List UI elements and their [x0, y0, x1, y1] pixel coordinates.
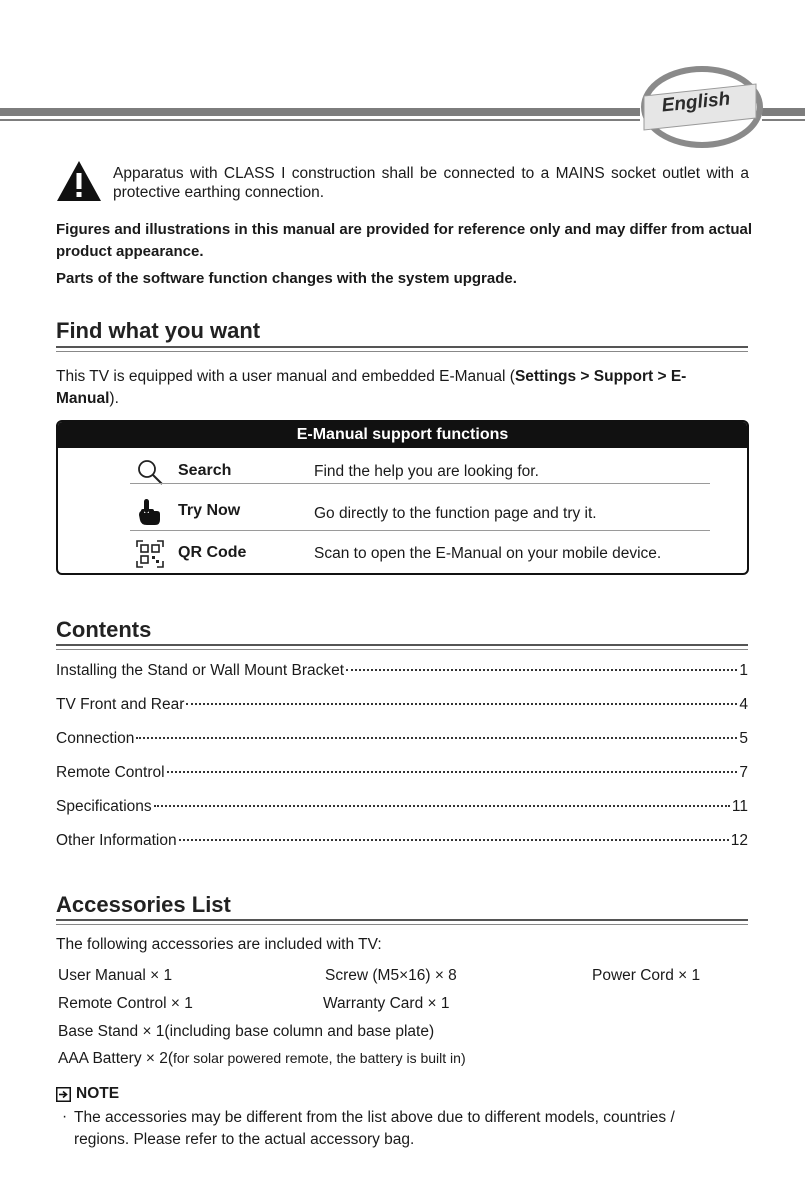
emanual-row-name: QR Code: [178, 544, 247, 561]
toc-item[interactable]: [56, 798, 748, 818]
accessory-base-stand: Base Stand × 1(including base column and base plate): [58, 1023, 435, 1040]
toc-page: 11: [731, 798, 748, 815]
toc-label: Other Information: [56, 832, 177, 849]
accessory-battery: [58, 1050, 466, 1068]
toc-item[interactable]: [56, 764, 748, 784]
emanual-row-desc: Find the help you are looking for.: [314, 463, 539, 480]
toc-label: Connection: [56, 730, 135, 747]
toc-leader: [136, 737, 737, 739]
accessory-user-manual: User Manual × 1: [58, 967, 173, 984]
emanual-separator: [130, 530, 710, 531]
warning-text: Apparatus with CLASS I construction shall be connected to a MAINS socket outlet with a protective earthing connection.: [113, 165, 749, 201]
find-section-rule: [56, 346, 748, 352]
emanual-separator: [130, 483, 710, 484]
toc-label: Remote Control: [56, 764, 165, 781]
header-band-right-line: [762, 119, 805, 121]
note-text: The accessories may be different from the list above due to different models, countries / regions. Please refer to the actual accessory bag.: [74, 1109, 675, 1148]
header-band: [0, 108, 640, 116]
accessory-remote: Remote Control × 1: [58, 995, 193, 1012]
toc-item[interactable]: [56, 696, 748, 716]
find-intro: [56, 366, 748, 410]
software-disclaimer: Parts of the software function changes with the system upgrade.: [56, 270, 517, 287]
find-intro-suffix: ).: [109, 390, 119, 407]
language-label: English: [660, 88, 732, 117]
emanual-row-name: Search: [178, 462, 232, 479]
toc-item[interactable]: [56, 662, 748, 682]
contents-section-rule: [56, 644, 748, 650]
accessories-section-title: Accessories List: [56, 892, 231, 917]
find-intro-path: Settings > Support > E-Manual: [56, 368, 687, 407]
toc-page: 5: [739, 730, 748, 747]
search-icon: [136, 458, 164, 486]
hand-pointer-icon: [136, 498, 164, 526]
toc-page: 4: [739, 696, 748, 713]
emanual-row-search: [130, 452, 710, 492]
emanual-header: E-Manual support functions: [58, 422, 747, 448]
header-band-right: [762, 108, 805, 116]
emanual-functions-box: [56, 420, 749, 575]
find-intro-prefix: This TV is equipped with a user manual and embedded E-Manual (: [56, 368, 515, 385]
accessory-warranty: Warranty Card × 1: [323, 995, 450, 1012]
toc-page: 1: [739, 662, 748, 679]
toc-leader: [346, 669, 737, 671]
contents-section-title: Contents: [56, 617, 152, 642]
note-bullet: ·: [62, 1108, 68, 1125]
toc-label: TV Front and Rear: [56, 696, 185, 713]
accessory-battery-main: AAA Battery × 2(: [58, 1050, 174, 1067]
toc-page: 12: [730, 832, 748, 849]
accessories-intro: The following accessories are included with TV:: [56, 936, 382, 953]
accessories-section-rule: [56, 919, 748, 925]
toc-page: 7: [739, 764, 748, 781]
toc-leader: [179, 839, 729, 841]
accessory-screw: Screw (M5×16) × 8: [325, 967, 457, 984]
qr-code-icon: [136, 540, 164, 568]
note-heading: [56, 1085, 119, 1103]
emanual-row-name: Try Now: [178, 502, 241, 519]
emanual-row-desc: Scan to open the E-Manual on your mobile device.: [314, 545, 662, 562]
find-section-title: Find what you want: [56, 318, 261, 343]
note-icon: [56, 1087, 71, 1102]
toc-item[interactable]: [56, 730, 748, 750]
warning-icon: [56, 160, 102, 202]
emanual-row-try-now: [130, 492, 710, 532]
header-band-line: [0, 119, 640, 121]
emanual-row-qr-code: [130, 534, 710, 574]
toc-leader: [186, 703, 737, 705]
toc-item[interactable]: [56, 832, 748, 852]
toc-label: Specifications: [56, 798, 152, 815]
accessory-power-cord: Power Cord × 1: [592, 967, 701, 984]
toc-leader: [167, 771, 738, 773]
toc-label: Installing the Stand or Wall Mount Bracket: [56, 662, 345, 679]
note-label: NOTE: [76, 1085, 120, 1102]
toc-leader: [154, 805, 730, 807]
accessory-battery-note: for solar powered remote, the battery is built in): [173, 1050, 466, 1066]
figures-disclaimer: Figures and illustrations in this manual are provided for reference only and may differ from actual product appearance.: [56, 221, 752, 260]
emanual-row-desc: Go directly to the function page and try it.: [314, 505, 597, 522]
